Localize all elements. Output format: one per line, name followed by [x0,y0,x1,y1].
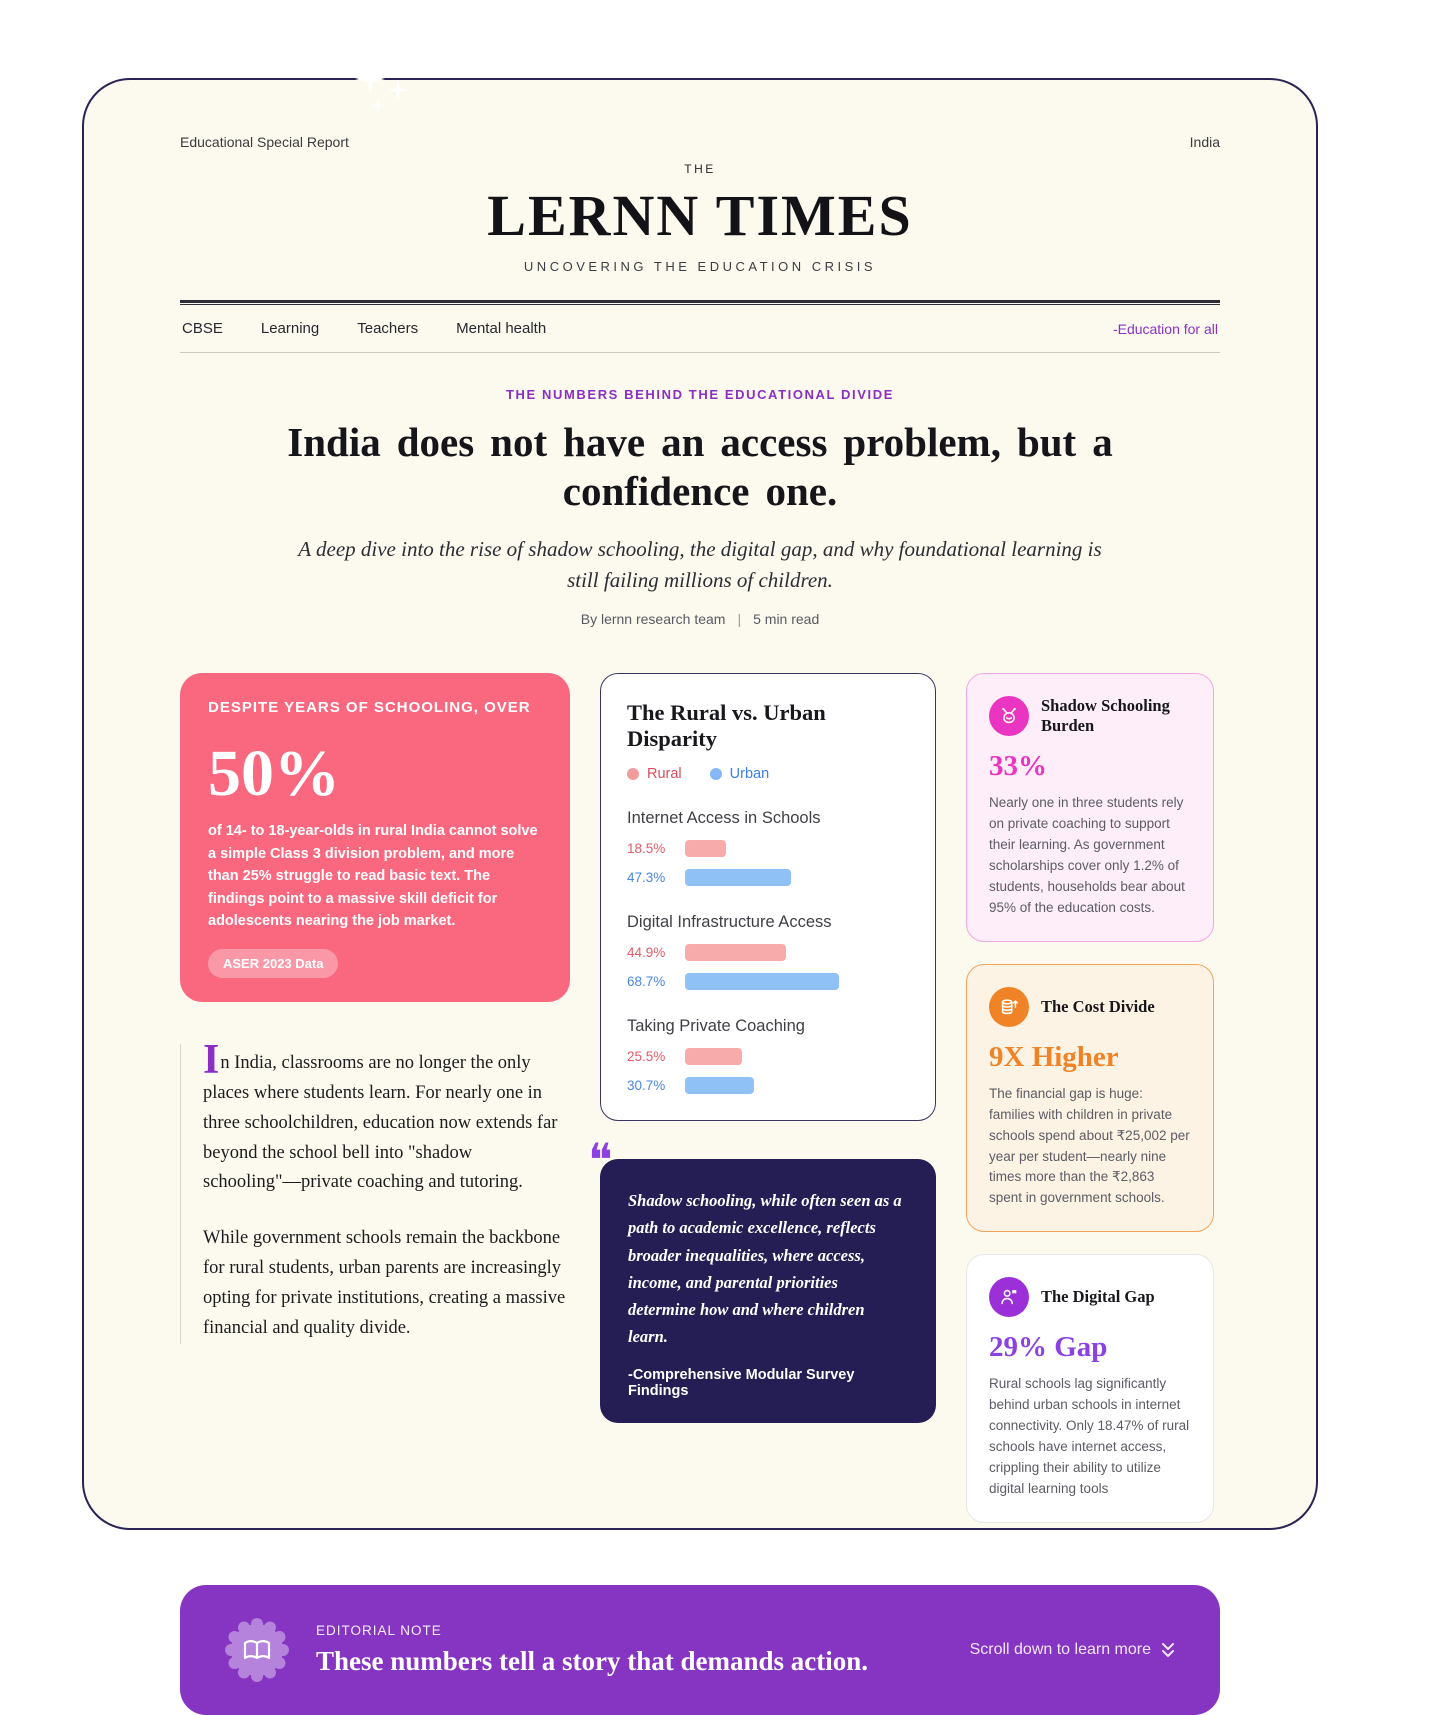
info-card-body: The financial gap is huge: families with children in private schools spend about ₹25,002 per year per student—nearly nine times more than the ₹2,863 spent in government schools. [989,1085,1190,1206]
chart-group-label: Internet Access in Schools [627,809,821,828]
stat-value: 50% [208,737,340,811]
stat-body: of 14- to 18-year-olds in rural India cannot solve a simple Class 3 division problem, and more than 25% struggle to read basic text. The findings point to a massive skill deficit for adolescents nearing the job market. [208,823,538,930]
info-card-value: 9X Higher [989,1040,1119,1073]
bar-row-urban [627,1077,909,1094]
quote-card [588,1135,936,1422]
info-card-body: Rural schools lag significantly behind urban schools in internet connectivity. Only 18.47% of rural schools have internet access, crippling their ability to utilize digital learning tools [989,1376,1190,1496]
info-card-value: 29% Gap [989,1331,1108,1364]
hero-section [180,387,1220,627]
bug-icon [989,696,1029,736]
main-grid [180,673,1220,1523]
info-card-body: Nearly one in three students rely on private coaching to support their learning. As government scholarships cover only 1.2% of students, households bear about 95% of the education costs. [989,795,1185,915]
student-desk-icon [989,1277,1029,1317]
drop-cap: I [203,1036,220,1083]
info-card-header [989,1277,1191,1317]
nav-item-cbse[interactable]: CBSE [182,320,223,337]
bar-row-rural [627,840,909,857]
bar-value: 44.9% [627,945,666,961]
article-paragraph-1 [203,1036,570,1199]
info-card-header [989,987,1191,1027]
bar-track [685,1048,909,1065]
info-card-digital-gap [966,1254,1214,1523]
chevrons-down-icon [1160,1641,1176,1659]
editorial-label: EDITORIAL NOTE [316,1622,442,1638]
bar-row-rural [627,944,909,961]
nav-bar [180,305,1220,353]
masthead-tagline: UNCOVERING THE EDUCATION CRISIS [523,259,877,274]
editorial-text [316,1623,868,1677]
headline: India does not have an access problem, but a confidence one. [287,419,1113,515]
bar-row-urban [627,869,909,886]
quote-mark-icon: ❝ [588,1135,613,1187]
info-card-cost-divide [966,964,1214,1233]
article-body [180,1036,570,1345]
urban-bar [685,869,791,886]
bar-track [685,840,909,857]
bar-track [685,869,909,886]
masthead-the: THE [684,162,716,176]
chart-legend [627,766,909,782]
chart-group-coaching [627,1017,909,1094]
chart-title: The Rural vs. Urban Disparity [627,700,826,752]
masthead [180,162,1220,274]
bar-value: 25.5% [627,1049,666,1065]
bar-row-urban [627,973,909,990]
kicker: THE NUMBERS BEHIND THE EDUCATIONAL DIVIDE [506,387,894,402]
urban-dot-icon [710,768,722,780]
masthead-title: LERNN TIMES [487,183,913,248]
middle-column [588,673,936,1422]
info-card-title: The Digital Gap [1041,1287,1155,1307]
quote-attribution: -Comprehensive Modular Survey Findings [628,1366,855,1399]
rural-bar [685,840,726,857]
legend-urban-label: Urban [729,766,770,783]
byline: By lernn research team [580,611,726,628]
chart-group-infrastructure [627,913,909,990]
scroll-down-cta[interactable] [970,1641,1176,1659]
aser-data-badge: ASER 2023 Data [208,949,338,978]
book-badge [224,1617,290,1683]
byline-separator: | [737,611,742,628]
right-column [966,673,1214,1523]
bar-value: 47.3% [627,870,666,886]
article-paragraph-1-text: n India, classrooms are no longer the only places where students learn. For nearly one in three schoolchildren, education now extends far beyond the school bell into "shadow schooling"—private coaching and tutoring. [203,1052,558,1193]
info-card-shadow-schooling [966,673,1214,942]
chart-group-label: Digital Infrastructure Access [627,913,832,932]
read-time: 5 min read [753,611,820,628]
rural-dot-icon [627,768,639,780]
info-card-title: The Cost Divide [1041,996,1155,1016]
subhead: A deep dive into the rise of shadow schooling, the digital gap, and why foundational learning is still failing millions of children. [298,537,1102,592]
coins-icon [989,987,1029,1027]
rural-bar [685,1048,742,1065]
editorial-headline: These numbers tell a story that demands action. [316,1645,868,1676]
bar-track [685,1077,909,1094]
sparkle-icon [340,62,420,122]
top-bar [180,134,1220,150]
bar-track [685,944,909,961]
nav-item-learning[interactable]: Learning [260,320,320,337]
urban-bar [685,1077,754,1094]
chart-group-label: Taking Private Coaching [627,1017,805,1036]
info-card-value: 33% [989,750,1047,783]
nav-item-mental-health[interactable]: Mental health [456,320,547,337]
urban-bar [685,973,839,990]
rural-bar [685,944,786,961]
legend-urban [710,766,770,782]
quote-text: Shadow schooling, while often seen as a path to academic excellence, reflects broader inequalities, where access, income, and parental priorities determine how and where children learn. [628,1191,902,1347]
region-label: India [1189,134,1220,150]
byline-row [180,611,1220,627]
scroll-down-label: Scroll down to learn more [969,1640,1151,1658]
stat-kicker: DESPITE YEARS OF SCHOOLING, OVER [208,699,531,717]
bar-row-rural [627,1048,909,1065]
bar-track [685,973,909,990]
chart-group-internet [627,809,909,886]
stat-card [180,673,570,1001]
disparity-chart-card [600,673,936,1121]
bar-value: 18.5% [627,841,666,857]
legend-rural-label: Rural [647,766,682,783]
nav-items [182,320,546,337]
bar-value: 68.7% [627,974,666,990]
legend-rural [627,766,682,782]
article-paragraph-2: While government schools remain the backbone for rural students, urban parents are increasingly opting for private institutions, creating a massive financial and quality divide. [203,1228,566,1339]
newspaper-card [82,78,1318,1676]
education-for-all-link[interactable]: -Education for all [1112,320,1218,337]
report-type-label: Educational Special Report [180,134,349,150]
bar-value: 30.7% [627,1078,666,1094]
left-column [180,673,570,1344]
info-card-title: Shadow Schooling Burden [1041,696,1170,736]
nav-item-teachers[interactable]: Teachers [357,320,419,337]
info-card-header [989,696,1191,736]
editorial-note-bar [180,1585,1220,1715]
